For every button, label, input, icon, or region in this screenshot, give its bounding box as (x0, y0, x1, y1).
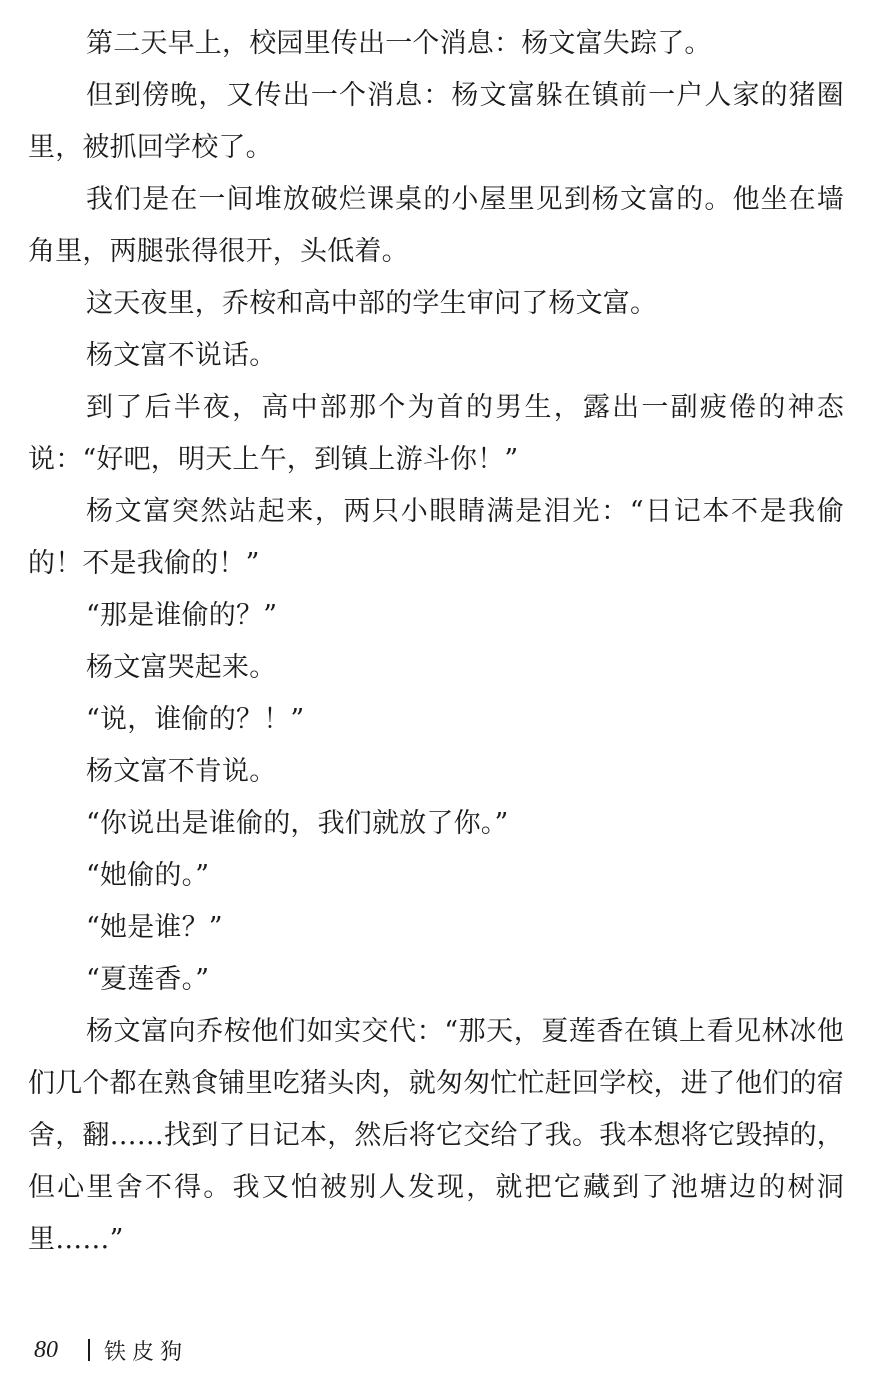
paragraph: “她偷的。” (86, 860, 210, 891)
paragraph: 但到傍晚，又传出一个消息：杨文富躲在镇前一户人家的猪圈里，被抓回学校了。 (28, 80, 844, 163)
paragraph: 这天夜里，乔桉和高中部的学生审问了杨文富。 (86, 288, 658, 319)
paragraph: 杨文富向乔桉他们如实交代：“那天，夏莲香在镇上看见林冰他们几个都在熟食铺里吃猪头肉，就匆匆忙忙赶回学校，进了他们的宿舍，翻……找到了日记本，然后将它交给了我。我本想将它毁掉的，但心里舍不得。我又怕被别人发现，就把它藏到了池塘边的树洞里……” (28, 1016, 844, 1255)
paragraph: “那是谁偷的？” (86, 600, 278, 631)
paragraph: “你说出是谁偷的，我们就放了你。” (86, 808, 509, 839)
paragraph: 杨文富不说话。 (86, 340, 277, 371)
paragraph: “夏莲香。” (86, 964, 210, 995)
running-title: 铁皮狗 (104, 1339, 189, 1365)
paragraph: 杨文富哭起来。 (86, 652, 277, 683)
body-text (28, 18, 844, 1266)
paragraph: 我们是在一间堆放破烂课桌的小屋里见到杨文富的。他坐在墙角里，两腿张得很开，头低着。 (28, 184, 844, 267)
paragraph: 杨文富突然站起来，两只小眼睛满是泪光：“日记本不是我偷的！不是我偷的！” (28, 496, 844, 579)
paragraph: 到了后半夜，高中部那个为首的男生，露出一副疲倦的神态说：“好吧，明天上午，到镇上游斗你！” (28, 392, 844, 475)
paragraph: 第二天早上，校园里传出一个消息：杨文富失踪了。 (86, 28, 712, 59)
page-number: 80 (34, 1336, 58, 1363)
footer-divider (88, 1339, 90, 1361)
page-footer (34, 1330, 188, 1370)
paragraph: 杨文富不肯说。 (86, 756, 277, 787)
paragraph: “说，谁偷的？！” (86, 704, 305, 735)
paragraph: “她是谁？” (86, 912, 223, 943)
